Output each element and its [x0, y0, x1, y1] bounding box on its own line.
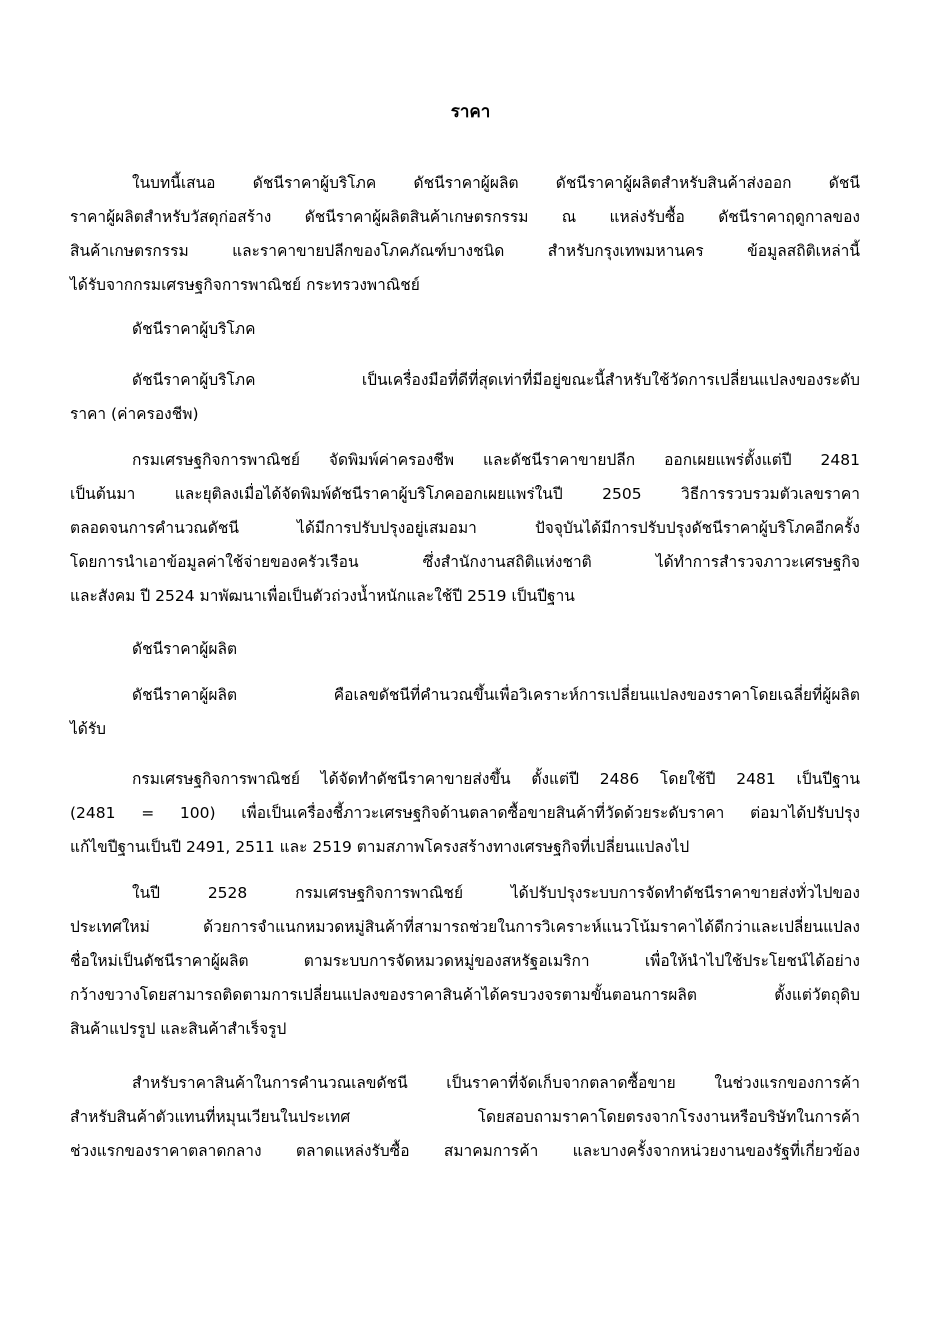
- paragraph-line: ได้รับ: [70, 720, 107, 738]
- paragraph-line: ในบทนี้เสนอ ดัชนีราคาผู้บริโภค ดัชนีราคาผู้ผลิต ดัชนีราคาผู้ผลิตสำหรับสินค้าส่งออก ดัชนี: [132, 174, 860, 192]
- intro-paragraph: [70, 166, 860, 302]
- ppi-paragraph-4: [70, 1066, 860, 1168]
- section-heading-cpi: ดัชนีราคาผู้บริโภค: [132, 320, 256, 338]
- paragraph-line: ดัชนีราคาผู้ผลิต คือเลขดัชนีที่คำนวณขึ้นเพื่อวิเคราะห์การเปลี่ยนแปลงของราคาโดยเฉลี่ยที่ผู้ผลิต: [132, 686, 860, 704]
- paragraph-line: ชื่อใหม่เป็นดัชนีราคาผู้ผลิต ตามระบบการจัดหมวดหมู่ของสหรัฐอเมริกา เพื่อให้นำไปใช้ประโยชน์ได้อย่าง: [70, 952, 860, 970]
- paragraph-line: และสังคม ปี 2524 มาพัฒนาเพื่อเป็นตัวถ่วงน้ำหนักและใช้ปี 2519 เป็นปีฐาน: [70, 587, 575, 605]
- paragraph-line: ช่วงแรกของราคาตลาดกลาง ตลาดแหล่งรับซื้อ สมาคมการค้า และบางครั้งจากหน่วยงานของรัฐที่เกี่ยวข้อง: [70, 1142, 860, 1160]
- paragraph-line: โดยการนำเอาข้อมูลค่าใช้จ่ายของครัวเรือน ซึ่งสำนักงานสถิติแห่งชาติ ได้ทำการสำรวจภาวะเศรษฐกิจ: [70, 553, 860, 571]
- paragraph-line: ประเทศใหม่ ด้วยการจำแนกหมวดหมู่สินค้าที่สามารถช่วยในการวิเคราะห์แนวโน้มราคาได้ดีกว่าและเปลี่ยนแปลง: [70, 918, 860, 936]
- paragraph-line: ดัชนีราคาผู้บริโภค เป็นเครื่องมือที่ดีที่สุดเท่าที่มีอยู่ขณะนี้สำหรับใช้วัดการเปลี่ยนแปลงของระดับ: [132, 371, 860, 389]
- ppi-paragraph-3: [70, 876, 860, 1046]
- ppi-paragraph-2: [70, 762, 860, 864]
- paragraph-line: ราคาผู้ผลิตสำหรับวัสดุก่อสร้าง ดัชนีราคาผู้ผลิตสินค้าเกษตรกรรม ณ แหล่งรับซื้อ ดัชนีราคาฤดูกาลของ: [70, 208, 860, 226]
- cpi-paragraph-1: [70, 363, 860, 431]
- paragraph-line: สำหรับราคาสินค้าในการคำนวณเลขดัชนี เป็นราคาที่จัดเก็บจากตลาดซื้อขาย ในช่วงแรกของการค้า: [132, 1074, 860, 1092]
- paragraph-line: ราคา (ค่าครองชีพ): [70, 405, 199, 423]
- paragraph-line: แก้ไขปีฐานเป็นปี 2491, 2511 และ 2519 ตามสภาพโครงสร้างทางเศรษฐกิจที่เปลี่ยนแปลงไป: [70, 838, 690, 856]
- cpi-paragraph-2: [70, 443, 860, 613]
- paragraph-line: (2481 = 100) เพื่อเป็นเครื่องชี้ภาวะเศรษฐกิจด้านตลาดซื้อขายสินค้าที่วัดด้วยระดับราคา ต่อมาได้ปรับปรุง: [70, 804, 860, 822]
- ppi-paragraph-1: [70, 678, 860, 746]
- paragraph-line: ได้รับจากกรมเศรษฐกิจการพาณิชย์ กระทรวงพาณิชย์: [70, 276, 420, 294]
- paragraph-line: สินค้าเกษตรกรรม และราคาขายปลีกของโภคภัณฑ์บางชนิด สำหรับกรุงเทพมหานคร ข้อมูลสถิติเหล่านี้: [70, 242, 860, 260]
- paragraph-line: กรมเศรษฐกิจการพาณิชย์ ได้จัดทำดัชนีราคาขายส่งขึ้น ตั้งแต่ปี 2486 โดยใช้ปี 2481 เป็นปีฐาน: [132, 770, 860, 788]
- paragraph-line: กรมเศรษฐกิจการพาณิชย์ จัดพิมพ์ค่าครองชีพ และดัชนีราคาขายปลีก ออกเผยแพร่ตั้งแต่ปี 2481: [132, 451, 860, 469]
- paragraph-line: สินค้าแปรรูป และสินค้าสำเร็จรูป: [70, 1020, 287, 1038]
- section-heading-ppi: ดัชนีราคาผู้ผลิต: [132, 640, 238, 658]
- paragraph-line: เป็นต้นมา และยุติลงเมื่อได้จัดพิมพ์ดัชนีราคาผู้บริโภคออกเผยแพร่ในปี 2505 วิธีการรวบรวมตัวเลขราคา: [70, 485, 860, 503]
- paragraph-line: กว้างขวางโดยสามารถติดตามการเปลี่ยนแปลงของราคาสินค้าได้ครบวงจรตามขั้นตอนการผลิต ตั้งแต่วัตถุดิบ: [70, 986, 860, 1004]
- paragraph-line: ตลอดจนการคำนวณดัชนี ได้มีการปรับปรุงอยู่เสมอมา ปัจจุบันได้มีการปรับปรุงดัชนีราคาผู้บริโภคอีกครั้ง: [70, 519, 860, 537]
- paragraph-line: ในปี 2528 กรมเศรษฐกิจการพาณิชย์ ได้ปรับปรุงระบบการจัดทำดัชนีราคาขายส่งทั่วไปของ: [132, 884, 860, 902]
- paragraph-line: สำหรับสินค้าตัวแทนที่หมุนเวียนในประเทศ โดยสอบถามราคาโดยตรงจากโรงงานหรือบริษัทในการค้า: [70, 1108, 860, 1126]
- page-title: ราคา: [450, 102, 491, 122]
